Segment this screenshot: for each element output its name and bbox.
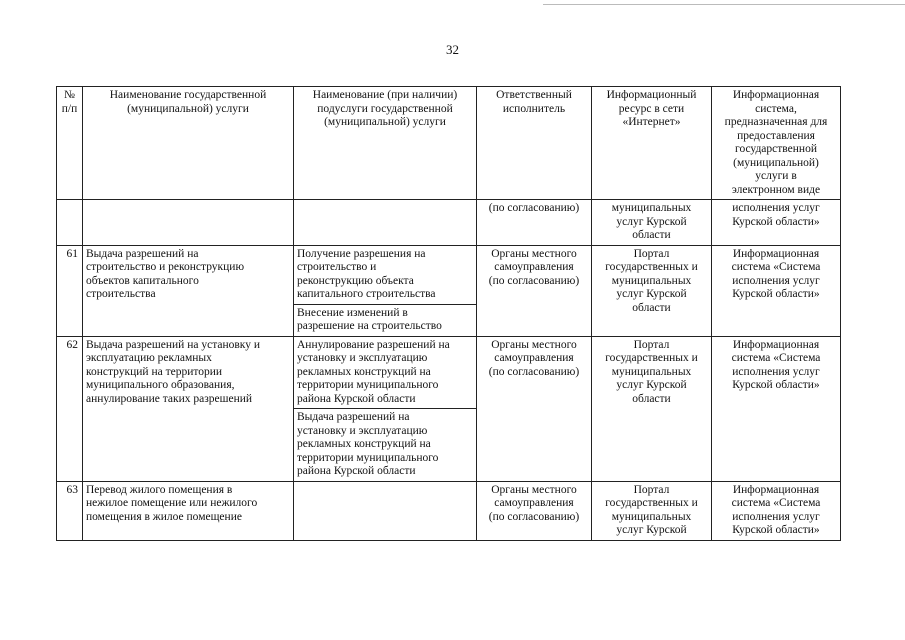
cont-service xyxy=(83,200,294,246)
cell-line: территории муниципального xyxy=(297,451,439,464)
cell-line: Ответственный xyxy=(496,89,572,101)
cell-line: строительство и реконструкцию xyxy=(86,261,245,273)
table-row xyxy=(57,245,841,304)
cell-line: исполнения услуг xyxy=(732,510,820,523)
page-number: 32 xyxy=(446,42,459,57)
row-system xyxy=(712,336,841,481)
cell-line: (муниципальной) xyxy=(733,156,819,169)
row-service xyxy=(83,336,294,481)
row-num: 63 xyxy=(57,481,83,540)
header-num xyxy=(57,87,83,200)
cell-line: подуслуги государственной xyxy=(317,102,453,115)
cell-line: территории муниципального xyxy=(297,379,439,391)
cell-line: области xyxy=(632,301,671,314)
cell-line: Портал xyxy=(633,338,670,351)
cell-line: п/п xyxy=(61,102,78,115)
row-executor xyxy=(477,336,592,481)
cell-line: Информационный xyxy=(606,89,697,101)
table-row xyxy=(57,336,841,409)
cell-line: капитального строительства xyxy=(297,288,436,300)
cell-line: (по согласованию) xyxy=(488,510,580,523)
cell-line: ресурс в сети xyxy=(618,102,685,115)
cell-line: государственной xyxy=(735,143,817,155)
cell-line: самоуправления xyxy=(494,352,574,364)
cell-line: рекламных конструкций на xyxy=(297,365,431,378)
cell-line: эксплуатацию рекламных xyxy=(86,352,212,364)
cell-line: Портал xyxy=(633,247,670,260)
cell-line: установку и эксплуатацию xyxy=(297,352,428,364)
row-subservice xyxy=(294,336,477,409)
cell-line: предназначенная для xyxy=(724,116,828,128)
cell-line: строительство и xyxy=(297,261,377,273)
cell-line: Курской области» xyxy=(732,379,820,391)
row-system xyxy=(712,481,841,540)
cell-line: Информационная xyxy=(732,247,820,260)
cell-line: система «Система xyxy=(731,497,821,509)
cell-line: Информационная xyxy=(732,338,820,351)
cell-line: государственных и xyxy=(605,497,698,509)
cell-line: аннулирование таких разрешений xyxy=(86,392,253,405)
cell-line: № xyxy=(64,89,75,101)
cell-line: услуг Курской xyxy=(616,524,687,536)
cont-resource xyxy=(592,200,712,246)
cell-line: муниципального образования, xyxy=(86,379,235,391)
cell-line: области xyxy=(632,392,671,405)
cell-line: услуг Курской xyxy=(616,215,687,228)
cell-line: конструкций на территории xyxy=(86,365,223,378)
cell-line: (по согласованию) xyxy=(488,365,580,378)
cell-line: муниципальных xyxy=(611,365,692,378)
cell-line: строительства xyxy=(86,288,156,300)
cell-line: услуг Курской xyxy=(616,379,687,391)
top-rule xyxy=(543,4,905,5)
row-service xyxy=(83,245,294,336)
header-executor xyxy=(477,87,592,200)
cell-line: Получение разрешения на xyxy=(297,247,426,260)
cell-line: района Курской области xyxy=(297,465,416,477)
cell-line: государственных и xyxy=(605,352,698,364)
cont-executor xyxy=(477,200,592,246)
row-executor xyxy=(477,245,592,336)
continuation-row xyxy=(57,200,841,246)
cell-line: исполнитель xyxy=(502,102,566,115)
cell-line: установку и эксплуатацию xyxy=(297,424,428,437)
cell-line: объектов капитального xyxy=(86,274,199,287)
header-service-name xyxy=(83,87,294,200)
cell-line: система «Система xyxy=(731,352,821,364)
cell-line: Информационная xyxy=(732,89,820,101)
cell-line: Органы местного xyxy=(491,483,577,496)
cell-line: Выдача разрешений на xyxy=(86,247,199,260)
cell-line: Портал xyxy=(633,483,670,496)
cell-line: (муниципальной) услуги xyxy=(324,116,446,128)
cell-line: муниципальных xyxy=(611,274,692,287)
header-system xyxy=(712,87,841,200)
cell-line: Внесение изменений в xyxy=(297,306,408,319)
cell-line: (по согласованию) xyxy=(488,202,580,214)
cell-line: (по согласованию) xyxy=(488,274,580,287)
cell-line: система, xyxy=(755,102,797,115)
cell-line: Курской области» xyxy=(732,215,820,228)
cell-line: самоуправления xyxy=(494,261,574,273)
cell-line: разрешение на строительство xyxy=(297,320,442,332)
row-resource xyxy=(592,481,712,540)
cont-num xyxy=(57,200,83,246)
table-header-row xyxy=(57,87,841,200)
cell-line: система «Система xyxy=(731,261,821,273)
header-subservice-name xyxy=(294,87,477,200)
row-executor xyxy=(477,481,592,540)
cell-line: исполнения услуг xyxy=(732,202,820,214)
services-table xyxy=(56,86,841,541)
cell-line: Органы местного xyxy=(491,247,577,260)
cell-line: муниципальных xyxy=(611,510,692,523)
row-subservice xyxy=(294,304,477,336)
cell-line: государственных и xyxy=(605,261,698,273)
cont-system xyxy=(712,200,841,246)
table-row xyxy=(57,481,841,540)
cell-line: Курской области» xyxy=(732,288,820,300)
cell-line: Наименование (при наличии) xyxy=(312,89,458,101)
cell-line: Органы местного xyxy=(491,338,577,351)
cell-line: исполнения услуг xyxy=(732,274,820,287)
cell-line: помещения в жилое помещение xyxy=(86,510,242,523)
row-subservice xyxy=(294,409,477,482)
cell-line: муниципальных xyxy=(611,202,692,214)
cell-line: Наименование государственной xyxy=(109,89,267,101)
cell-line: Выдача разрешений на установку и xyxy=(86,338,260,351)
row-subservice xyxy=(294,245,477,304)
cell-line: самоуправления xyxy=(494,497,574,509)
cell-line: Перевод жилого помещения в xyxy=(86,483,233,496)
header-resource xyxy=(592,87,712,200)
cell-line: услуг Курской xyxy=(616,288,687,300)
cell-line: услуги в xyxy=(755,170,797,182)
cell-line: рекламных конструкций на xyxy=(297,438,431,450)
cell-line: исполнения услуг xyxy=(732,365,820,378)
row-subservice xyxy=(294,481,477,540)
row-resource xyxy=(592,245,712,336)
row-num: 62 xyxy=(57,336,83,481)
cell-line: Выдача разрешений на xyxy=(297,411,410,423)
cell-line: Аннулирование разрешений на xyxy=(297,338,450,351)
cell-line: «Интернет» xyxy=(622,116,681,128)
row-service xyxy=(83,481,294,540)
row-system xyxy=(712,245,841,336)
cell-line: нежилое помещение или нежилого xyxy=(86,497,258,509)
cell-line: области xyxy=(632,229,671,241)
row-resource xyxy=(592,336,712,481)
cell-line: района Курской области xyxy=(297,392,416,405)
row-num: 61 xyxy=(57,245,83,336)
cell-line: реконструкцию объекта xyxy=(297,274,414,287)
cell-line: Курской области» xyxy=(732,524,820,536)
cell-line: (муниципальной) услуги xyxy=(127,102,249,115)
cell-line: предоставления xyxy=(737,129,815,142)
cell-line: электронном виде xyxy=(731,183,821,196)
cell-line: Информационная xyxy=(732,483,820,496)
cont-subservice xyxy=(294,200,477,246)
